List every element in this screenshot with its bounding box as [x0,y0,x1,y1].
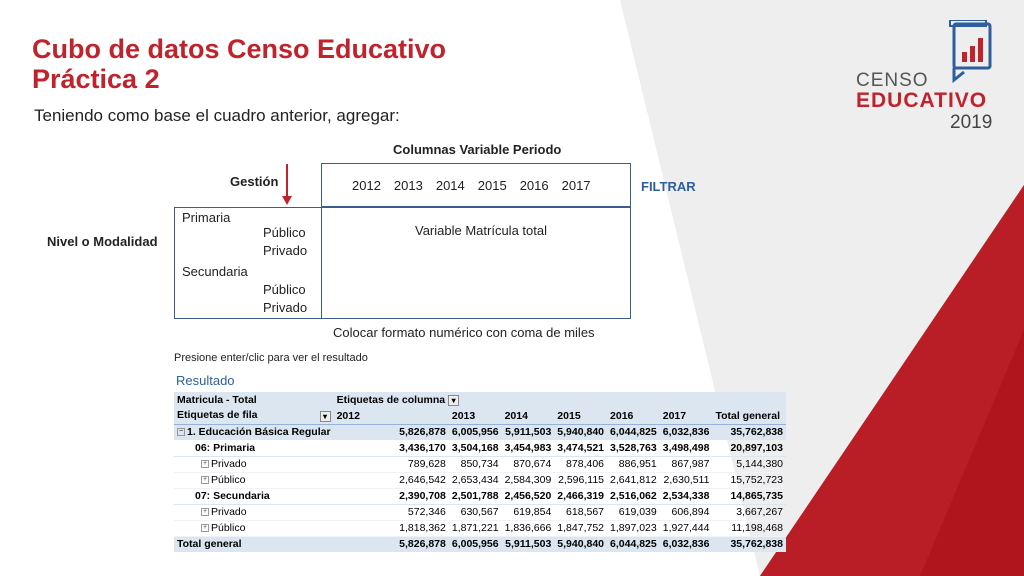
row-value: 3,474,521 [554,440,607,456]
row-label: 06: Primaria [195,441,256,454]
nivel-label: Nivel o Modalidad [47,234,158,249]
total-value: 6,044,825 [607,536,660,552]
row-value: 2,596,115 [554,472,607,488]
slide-subtitle: Teniendo como base el cuadro anterior, agregar: [34,106,400,125]
row-value: 2,466,319 [554,488,607,504]
col-header: 2014 [502,408,555,424]
row-value: 5,940,840 [554,424,607,440]
pivot-row [174,488,786,504]
expand-icon[interactable]: + [202,524,208,532]
row-value: 3,436,170 [334,440,449,456]
row-value: 2,456,520 [502,488,555,504]
row-value: 572,346 [334,504,449,520]
resultado-label: Resultado [176,373,235,388]
row-value: 870,674 [502,456,555,472]
row-value: 886,951 [607,456,660,472]
row-value: 619,854 [502,504,555,520]
publico-label: Público [263,225,306,240]
row-value: 2,584,309 [502,472,555,488]
row-value: 1,818,362 [334,520,449,536]
row-value: 5,826,878 [334,424,449,440]
pivot-table [174,392,786,552]
logo-censo-text: CENSO [856,70,929,91]
row-label-cell [174,504,334,520]
row-value: 619,039 [607,504,660,520]
row-label: 1. Educación Básica Regular [187,426,331,439]
logo-educativo-text: EDUCATIVO [856,89,988,112]
total-value: 35,762,838 [712,536,786,552]
expand-icon[interactable]: + [202,508,208,516]
pivot-header-row [174,392,786,408]
row-value: 1,927,444 [660,520,713,536]
col-header: 2016 [607,408,660,424]
row-value: 2,516,062 [607,488,660,504]
collapse-icon[interactable]: − [178,428,184,436]
row-label-cell [174,456,334,472]
row-value: 878,406 [554,456,607,472]
etiquetas-columna-cell [334,392,786,408]
row-value: 850,734 [449,456,502,472]
row-label-cell [174,520,334,536]
total-label: Total general [174,536,334,552]
row-value: 2,641,812 [607,472,660,488]
etiquetas-columna: Etiquetas de columna [336,394,446,406]
total-value: 5,940,840 [554,536,607,552]
etiquetas-fila: Etiquetas de fila [177,409,258,422]
col-header: 2013 [449,408,502,424]
filter-icon[interactable]: ▾ [448,395,459,406]
pivot-header-row-2 [174,408,786,424]
row-label-cell [174,424,334,440]
row-value: 867,987 [660,456,713,472]
total-value: 5,826,878 [334,536,449,552]
row-value: 1,836,666 [502,520,555,536]
censo-educativo-logo [852,18,1012,138]
formato-note: Colocar formato numérico con coma de miles [333,325,595,340]
filtrar-label: FILTRAR [641,179,696,194]
year-item: 2012 [352,178,381,193]
row-value: 3,454,983 [502,440,555,456]
row-label-cell [174,472,334,488]
col-header: 2017 [660,408,713,424]
row-value: 2,653,434 [449,472,502,488]
total-row [174,536,786,552]
year-item: 2016 [519,178,549,193]
row-value: 35,762,838 [712,424,786,440]
row-value: 1,897,023 [607,520,660,536]
row-value: 3,667,267 [712,504,786,520]
row-label: Público [211,474,246,486]
row-value: 618,567 [554,504,607,520]
row-value: 3,504,168 [449,440,502,456]
row-value: 6,044,825 [607,424,660,440]
title-line-1: Cubo de datos Censo Educativo [32,34,447,64]
row-label: Privado [211,506,247,518]
pivot-row [174,424,786,440]
row-value: 3,528,763 [607,440,660,456]
row-value: 15,752,723 [712,472,786,488]
row-value: 6,005,956 [449,424,502,440]
box-divider [321,208,322,318]
row-value: 789,628 [334,456,449,472]
row-value: 20,897,103 [712,440,786,456]
pivot-row [174,456,786,472]
row-value: 5,144,380 [712,456,786,472]
year-item: 2013 [393,178,423,193]
secundaria-label: Secundaria [182,264,248,279]
row-value: 5,911,503 [502,424,555,440]
row-value: 11,198,468 [712,520,786,536]
chart-book-icon [946,20,996,86]
pivot-row [174,440,786,456]
presione-note: Presione enter/clic para ver el resultado [174,352,368,364]
total-value: 5,911,503 [502,536,555,552]
pivot-row [174,520,786,536]
pivot-row [174,472,786,488]
row-label: 07: Secundaria [195,490,270,502]
row-label: Privado [211,458,247,470]
row-value: 630,567 [449,504,502,520]
columnas-label: Columnas Variable Periodo [393,142,562,157]
row-value: 1,847,752 [554,520,607,536]
arrow-down-icon [280,164,294,206]
row-value: 1,871,221 [449,520,502,536]
col-header: 2015 [554,408,607,424]
slide-title [32,34,446,94]
privado-label: Privado [263,243,308,258]
pivot-row [174,504,786,520]
gestion-label: Gestión [230,174,279,189]
years-list [352,178,604,193]
total-value: 6,005,956 [449,536,502,552]
col-header: 2012 [334,408,449,424]
row-value: 2,501,788 [449,488,502,504]
variable-label: Variable Matrícula total [415,223,547,238]
row-label: Público [211,522,246,534]
filter-icon[interactable]: ▾ [320,411,331,422]
publico-label: Público [263,282,306,297]
pivot-corner: Matricula - Total [174,392,334,408]
col-header: Total general [712,408,786,424]
title-line-2: Práctica 2 [32,64,160,94]
year-item: 2017 [561,178,591,193]
row-value: 2,630,511 [660,472,713,488]
rows-box [174,207,631,319]
row-value: 2,534,338 [660,488,713,504]
row-value: 2,646,542 [334,472,449,488]
row-label-cell [174,488,334,504]
year-item: 2014 [435,178,465,193]
etiquetas-fila-cell [174,408,334,424]
row-value: 3,498,498 [660,440,713,456]
row-value: 6,032,836 [660,424,713,440]
expand-icon[interactable]: + [202,476,208,484]
row-label-cell [174,440,334,456]
total-value: 6,032,836 [660,536,713,552]
primaria-label: Primaria [182,210,231,225]
row-value: 14,865,735 [712,488,786,504]
logo-year-text: 2019 [950,112,993,133]
privado-label: Privado [263,300,308,315]
expand-icon[interactable]: + [202,460,208,468]
year-item: 2015 [477,178,507,193]
row-value: 2,390,708 [334,488,449,504]
row-value: 606,894 [660,504,713,520]
